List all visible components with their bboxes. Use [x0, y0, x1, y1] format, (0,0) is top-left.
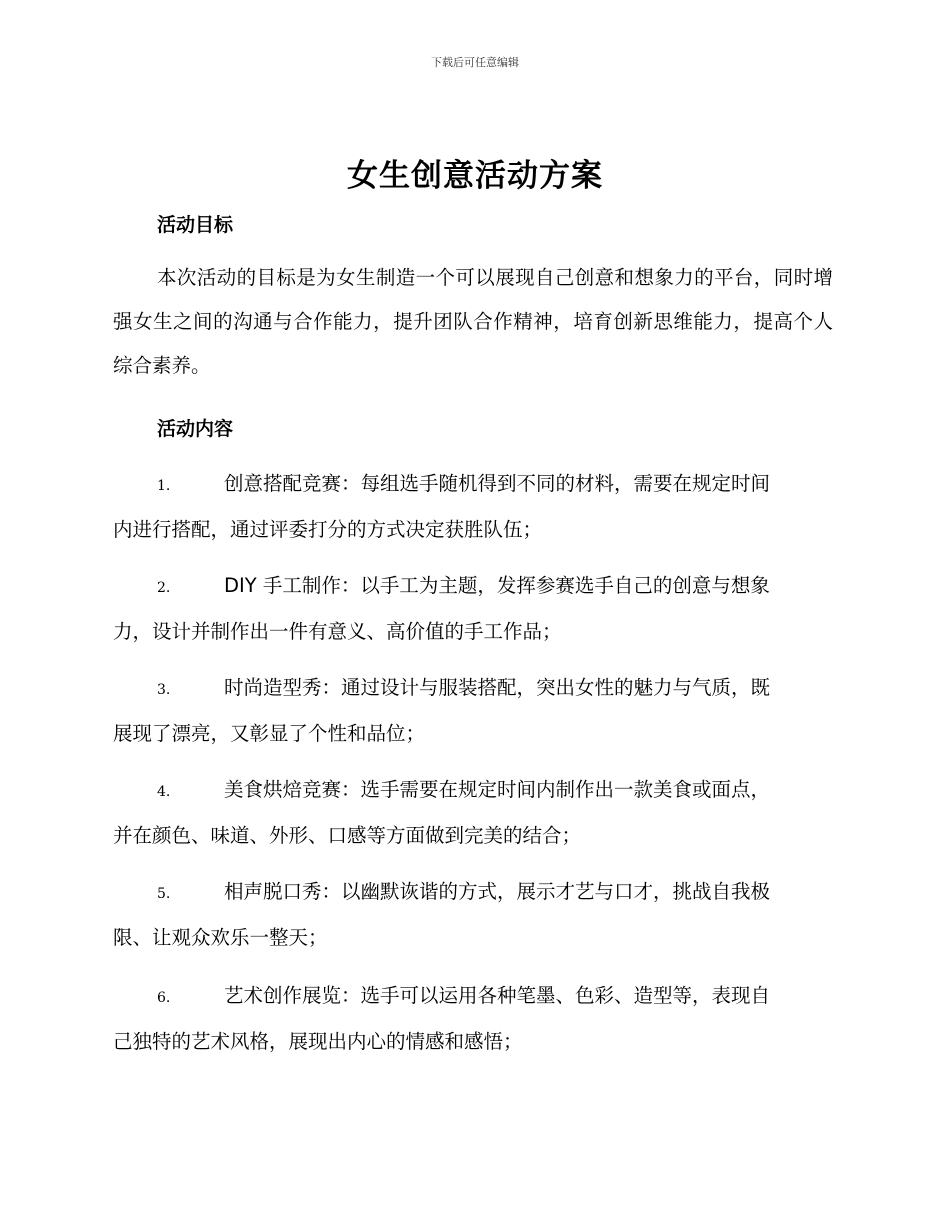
list-item [113, 564, 833, 654]
list-item [113, 462, 833, 552]
section-heading-content: 活动内容 [157, 418, 234, 440]
list-item-text-line2: 展现了漂亮，又彰显了个性和品位； [113, 722, 426, 745]
list-item-text-line1: 时尚造型秀：通过设计与服装搭配，突出女性的魅力与气质，既 [224, 676, 771, 699]
list-item [113, 768, 833, 858]
list-item-text-line1: 相声脱口秀：以幽默诙谐的方式，展示才艺与口才，挑战自我极 [224, 880, 771, 903]
list-item [113, 666, 833, 756]
list-item-text-line1: DIY 手工制作：以手工为主题，发挥参赛选手自己的创意与想象 [224, 574, 770, 597]
list-item-number: 2. [157, 580, 171, 596]
list-item-text-line2: 限、让观众欢乐一整天； [113, 926, 328, 949]
header-note: 下载后可任意编辑 [431, 56, 519, 69]
goal-paragraph: 本次活动的目标是为女生制造一个可以展现自己创意和想象力的平台，同时增强女生之间的沟通与合作能力，提升团队合作精神，培育创新思维能力，提高个人综合素养。 [113, 266, 833, 377]
list-item-text-line1: 美食烘焙竞赛：选手需要在规定时间内制作出一款美食或面点， [224, 778, 771, 801]
list-item [113, 870, 833, 960]
document-title: 女生创意活动方案 [347, 158, 603, 194]
list-item-number: 1. [157, 478, 171, 494]
section-heading-goal: 活动目标 [157, 214, 234, 236]
list-item-text-line1: 艺术创作展览：选手可以运用各种笔墨、色彩、造型等，表现自 [224, 984, 771, 1007]
list-item-text-line2: 力，设计并制作出一件有意义、高价值的手工作品； [113, 620, 562, 643]
list-item-text-line2: 并在颜色、味道、外形、口感等方面做到完美的结合； [113, 824, 582, 847]
list-item-text-line1: 创意搭配竞赛：每组选手随机得到不同的材料，需要在规定时间 [224, 472, 771, 495]
list-item-number: 6. [157, 990, 171, 1006]
list-item-number: 4. [157, 784, 171, 800]
list-item-number: 5. [157, 886, 171, 902]
list-item [113, 974, 833, 1064]
list-item-text-line2: 内进行搭配，通过评委打分的方式决定获胜队伍； [113, 518, 543, 541]
list-item-text-line2: 己独特的艺术风格，展现出内心的情感和感悟； [113, 1030, 523, 1053]
list-item-number: 3. [157, 682, 171, 698]
